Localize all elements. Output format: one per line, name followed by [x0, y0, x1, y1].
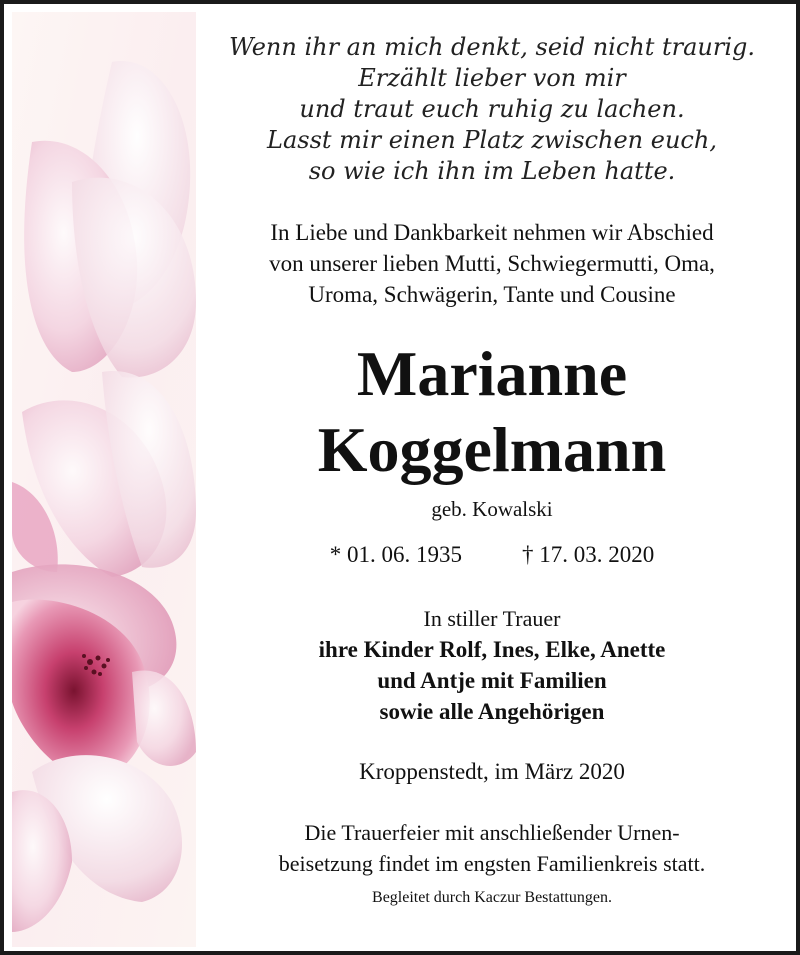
birth-date: * 01. 06. 1935: [329, 542, 462, 567]
poem-line: Wenn ihr an mich denkt, seid nicht traurig.: [228, 33, 756, 61]
deceased-name: [204, 336, 780, 488]
poem-line: so wie ich ihn im Leben hatte.: [308, 157, 676, 185]
funeral-line: Die Trauerfeier mit anschließender Urnen-: [304, 820, 680, 845]
notice-text: [204, 4, 780, 951]
undertaker-credit: Begleitet durch Kaczur Bestattungen.: [372, 889, 612, 906]
mourners-line: und Antje mit Familien: [377, 668, 607, 693]
magnolia-flower-image: [12, 12, 196, 947]
funeral-info: [204, 817, 780, 879]
first-name: Marianne: [356, 338, 628, 409]
maiden-name: geb. Kowalski: [431, 497, 553, 521]
last-name: Koggelmann: [317, 414, 667, 485]
poem-line: Erzählt lieber von mir: [358, 64, 626, 92]
poem-line: Lasst mir einen Platz zwischen euch,: [267, 126, 717, 154]
intro-line: In Liebe und Dankbarkeit nehmen wir Abschied: [270, 220, 714, 245]
funeral-line: beisetzung findet im engsten Familienkreis statt.: [278, 851, 706, 876]
poem: [204, 32, 780, 187]
intro-line: von unserer lieben Mutti, Schwiegermutti, Oma,: [269, 251, 715, 276]
death-date: † 17. 03. 2020: [522, 542, 655, 567]
poem-line: und traut euch ruhig zu lachen.: [299, 95, 685, 123]
life-dates: [204, 540, 780, 570]
mourning-intro: In stiller Trauer: [423, 606, 561, 631]
farewell-intro: [204, 217, 780, 310]
mourners-line: sowie alle Angehörigen: [379, 699, 605, 724]
place-and-date: Kroppenstedt, im März 2020: [359, 759, 625, 784]
mourners-list: [204, 634, 780, 727]
intro-line: Uroma, Schwägerin, Tante und Cousine: [308, 282, 676, 307]
mourners-line: ihre Kinder Rolf, Ines, Elke, Anette: [318, 637, 666, 662]
